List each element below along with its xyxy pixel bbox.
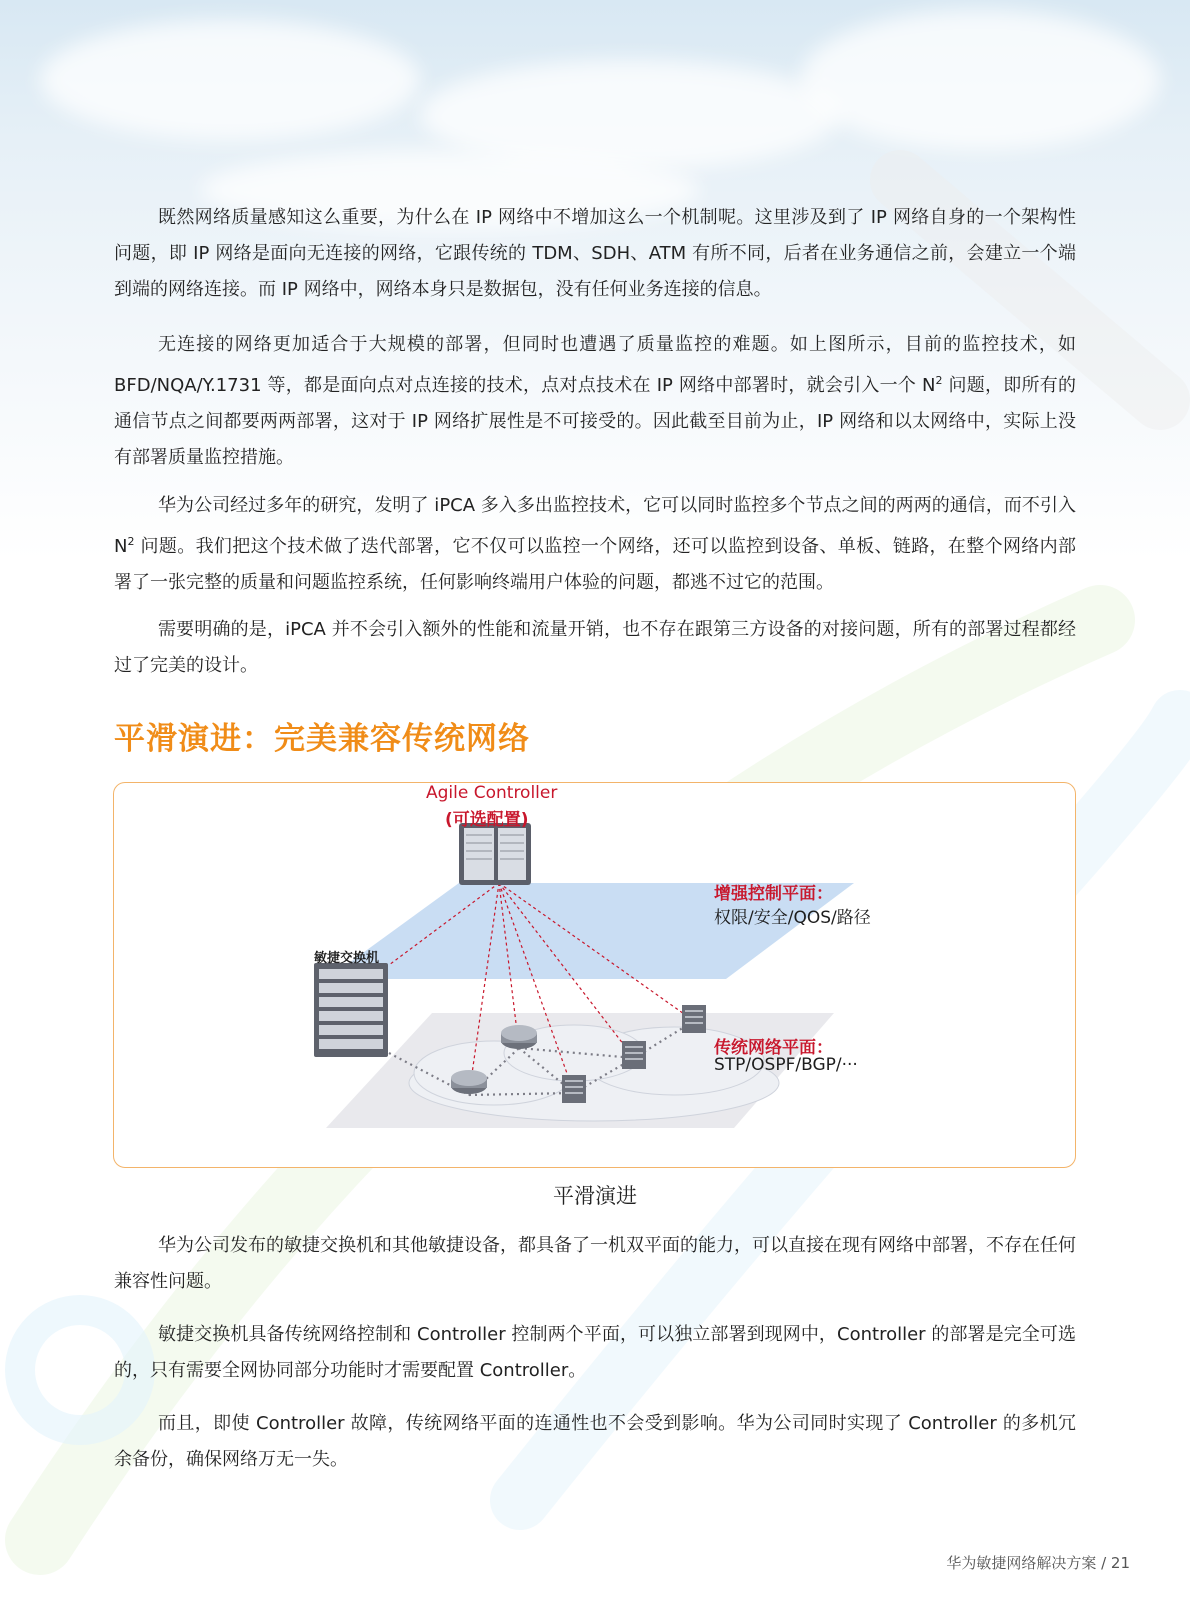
paragraph-4: 需要明确的是，iPCA 并不会引入额外的性能和流量开销，也不存在跟第三方设备的对接问题，所有的部署过程都经过了完美的设计。 — [114, 619, 1076, 676]
page-footer: 华为敏捷网络解决方案 / 21 — [946, 1554, 1130, 1572]
paragraph-5: 华为公司发布的敏捷交换机和其他敏捷设备，都具备了一机双平面的能力，可以直接在现有网络中部署，不存在任何兼容性问题。 — [114, 1235, 1076, 1292]
figure-caption: 平滑演进 — [553, 1184, 637, 1208]
router-icon — [451, 1070, 487, 1094]
paragraph-2-part-b: 问题，即所有的通信节点之间都要两两部署，这对于 IP 网络扩展性是不可接受的。因此截至目前为止，IP 网络和以太网络中，实际上没有部署质量监控措施。 — [114, 375, 1076, 468]
controller-title: Agile Controller — [426, 783, 558, 803]
paragraph-7: 而且，即使 Controller 故障，传统网络平面的连通性也不会受到影响。华为公司同时实现了 Controller 的多机冗余备份，确保网络万无一失。 — [114, 1413, 1076, 1470]
paragraph-2-part-a: 无连接的网络更加适合于大规模的部署，但同时也遭遇了质量监控的难题。如上图所示，目前的监控技术，如 BFD/NQA/Y.1731 等，都是面向点对点连接的技术，点对点技术在 IP 网络中部署时，就会引入一个 N — [114, 334, 1076, 396]
enhanced-plane-title: 增强控制平面： — [714, 884, 833, 904]
traditional-plane-desc: STP/OSPF/BGP/··· — [714, 1055, 858, 1075]
switch-icon — [622, 1041, 646, 1069]
traditional-plane-title: 传统网络平面： — [714, 1038, 833, 1058]
controller-server-icon — [459, 823, 531, 885]
enhanced-plane-desc: 权限/安全/QOS/路径 — [714, 908, 871, 928]
agile-switch-icon — [314, 963, 388, 1057]
superscript: 2 — [935, 374, 943, 387]
paragraph-3-part-b: 问题。我们把这个技术做了迭代部署，它不仅可以监控一个网络，还可以监控到设备、单板、链路，在整个网络内部署了一张完整的质量和问题监控系统，任何影响终端用户体验的问题，都逃不过它的范围。 — [114, 536, 1076, 593]
router-icon — [501, 1025, 537, 1049]
controller-subtitle: (可选配置) — [445, 810, 529, 830]
paragraph-6: 敏捷交换机具备传统网络控制和 Controller 控制两个平面，可以独立部署到现网中，Controller 的部署是完全可选的，只有需要全网协同部分功能时才需要配置 Controller。 — [114, 1324, 1076, 1381]
switch-label: 敏捷交换机 — [314, 951, 380, 966]
paragraph-3 — [114, 488, 1076, 601]
paragraph-3-part-a: 华为公司经过多年的研究，发明了 iPCA 多入多出监控技术，它可以同时监控多个节点之间的两两的通信，而不引入 N — [114, 495, 1076, 557]
figure-smooth-evolution — [113, 782, 1076, 1168]
network-diagram — [114, 783, 1076, 1168]
superscript: 2 — [127, 535, 135, 548]
switch-icon — [682, 1005, 706, 1033]
paragraph-1: 既然网络质量感知这么重要，为什么在 IP 网络中不增加这么一个机制呢。这里涉及到了 IP 网络自身的一个架构性问题，即 IP 网络是面向无连接的网络，它跟传统的 TDM、SDH、ATM 有所不同，后者在业务通信之前，会建立一个端到端的网络连接。而 IP 网络中，网络本身只是数据包，没有任何业务连接的信息。 — [114, 207, 1076, 300]
section-heading: 平滑演进：完美兼容传统网络 — [114, 721, 530, 757]
switch-icon — [562, 1075, 586, 1103]
paragraph-2 — [114, 327, 1076, 476]
